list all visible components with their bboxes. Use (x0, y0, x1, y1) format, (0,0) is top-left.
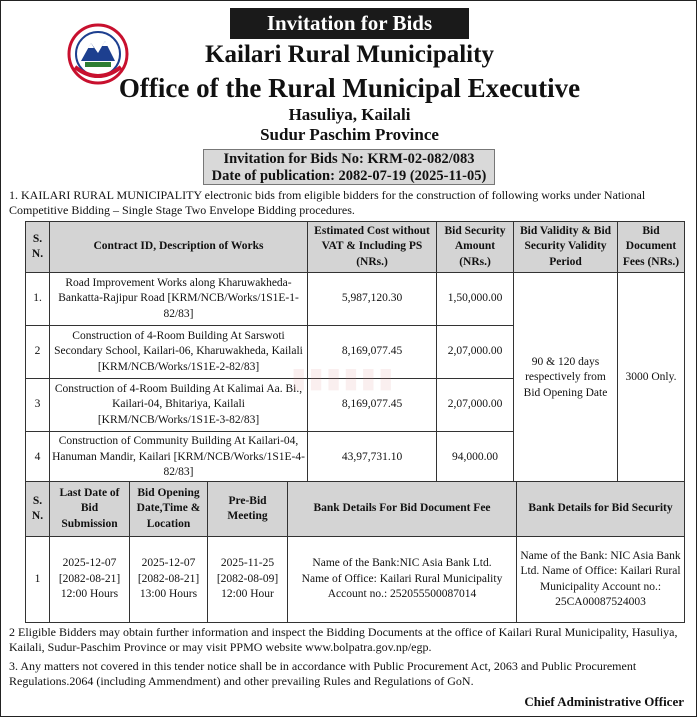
work-description: Construction of 4-Room Building At Sarswoti Secondary School, Kailari-06, Kharuwakheda, Kailali [KRM/NCB/Works/1S1E-2-82/83] (50, 326, 308, 379)
bank-security-cell: Name of the Bank: NIC Asia Bank Ltd. Name of Office: Kailari Rural Municipality Account no.: 25CA00087524003 (517, 537, 685, 623)
bid-validity: 90 & 120 days respectively from Bid Opening Date (514, 273, 618, 484)
prebid-cell (208, 537, 288, 623)
bid-number: Invitation for Bids No: KRM-02-082/083 (223, 151, 475, 167)
last-date-bs: [2082-08-21] (58, 572, 121, 585)
serial-number: 4 (26, 432, 50, 484)
document-fee: 3000 Only. (618, 273, 685, 484)
serial-number: 1 (26, 537, 50, 623)
bid-security: 2,07,000.00 (437, 379, 514, 432)
schedule-table (25, 481, 685, 623)
paragraph-1: 1. KAILARI RURAL MUNICIPALITY electronic bids from eligible bidders for the construction of following works under National Competitive Bidding – Single Stage Two Envelope Bidding procedures. (9, 188, 646, 217)
opening-date: 2025-12-07 (141, 557, 196, 570)
watermark-logo: ▮▮▮▮▮▮ (291, 361, 396, 394)
banner-title: Invitation for Bids (230, 8, 469, 39)
last-time: 12:00 Hours (60, 588, 119, 601)
opening-date-bs: [2082-08-21] (137, 572, 200, 585)
header-cell: Last Date of Bid Submission (50, 482, 130, 537)
work-description: Construction of 4-Room Building At Kalimai Aa. Bi., Kailari-04, Bhitariya, Kailali [KRM/NCB/Works/1S1E-3-82/83] (50, 379, 308, 432)
bid-security: 2,07,000.00 (437, 326, 514, 379)
header-cell: Bank Details For Bid Document Fee (288, 482, 517, 537)
opening-time: 13:00 Hours (139, 588, 198, 601)
province: Sudur Paschim Province (260, 125, 439, 144)
header-cell: Bank Details for Bid Security (517, 482, 685, 537)
reference-box (203, 149, 495, 185)
work-description: Road Improvement Works along Kharuwakheda-Bankatta-Rajipur Road [KRM/NCB/Works/1S1E-1-82/83] (50, 273, 308, 326)
serial-number: 1. (26, 273, 50, 326)
table-header-row (26, 222, 685, 273)
bid-security: 1,50,000.00 (437, 273, 514, 326)
estimated-cost: 5,987,120.30 (308, 273, 437, 326)
last-date: 2025-12-07 (62, 557, 117, 570)
serial-number: 3 (26, 379, 50, 432)
bid-security: 94,000.00 (437, 432, 514, 484)
estimated-cost: 8,169,077.45 (308, 326, 437, 379)
estimated-cost: 8,169,077.45 (308, 379, 437, 432)
prebid-time: 12:00 Hour (221, 588, 274, 601)
serial-number: 2 (26, 326, 50, 379)
header-cell: Bid Opening Date,Time & Location (130, 482, 208, 537)
header-cell: Estimated Cost without VAT & Including PS (NRs.) (308, 222, 437, 273)
org-name: Kailari Rural Municipality (205, 41, 494, 68)
office-name: Office of the Rural Municipal Executive (118, 73, 581, 103)
work-description: Construction of Community Building At Kailari-04, Hanuman Mandir, Kailari [KRM/NCB/Works/1S1E-4-82/83] (50, 432, 308, 484)
address: Hasuliya, Kailali (288, 105, 411, 124)
prebid-date: 2025-11-25 (220, 557, 275, 570)
table-header-row (26, 482, 685, 537)
bank-fee-cell (288, 537, 517, 623)
last-date-cell (50, 537, 130, 623)
header-cell: S. N. (26, 482, 50, 537)
bank-fee-name: Name of the Bank:NIC Asia Bank Ltd. (312, 557, 492, 570)
bank-fee-office: Name of Office: Kailari Rural Municipality (301, 572, 503, 585)
prebid-date-bs: [2082-08-09] (216, 572, 279, 585)
works-table (25, 221, 685, 484)
header-cell: Bid Validity & Bid Security Validity Period (514, 222, 618, 273)
header-cell: Contract ID, Description of Works (50, 222, 308, 273)
header-cell: Bid Security Amount (NRs.) (437, 222, 514, 273)
table-row (26, 537, 685, 623)
signature-title: Chief Administrative Officer (524, 694, 684, 709)
paragraph-3: 3. Any matters not covered in this tender notice shall be in accordance with Public Procurement Act, 2063 and Public Procurement Regulations.2064 (including Ammendment) and other prevailing Rules and Regulations of GoN. (9, 659, 637, 688)
opening-cell (130, 537, 208, 623)
table-row (26, 273, 685, 326)
paragraph-2: 2 Eligible Bidders may obtain further information and inspect the Bidding Documents at the office of Kailari Rural Municipality, Hasuliya, Kailali, Sudur-Paschim Province or may visit PPMO website www.bolpatra.gov.np/egp. (9, 625, 678, 654)
bank-fee-account: Account no.: 252055500087014 (327, 588, 477, 601)
estimated-cost: 43,97,731.10 (308, 432, 437, 484)
publication-date: Date of publication: 2082-07-19 (2025-11-05) (211, 168, 487, 184)
header-cell: Pre-Bid Meeting (208, 482, 288, 537)
header-cell: S. N. (26, 222, 50, 273)
header-cell: Bid Document Fees (NRs.) (618, 222, 685, 273)
